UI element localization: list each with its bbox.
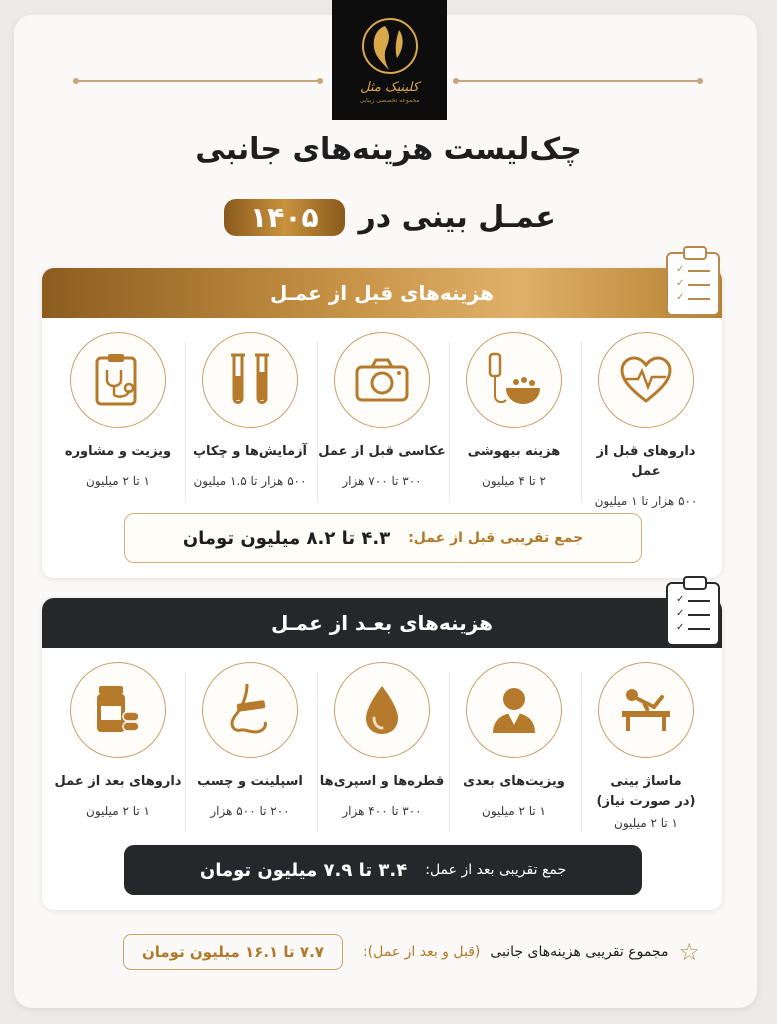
before-item — [580, 332, 712, 508]
item-subtitle: (در صورت نیاز) — [596, 794, 696, 809]
item-title: اسپلینت و چسب — [197, 774, 303, 789]
item-title: داروهای بعد از عمل — [54, 774, 182, 789]
after-item — [448, 662, 580, 830]
item-range: ۵۰۰ هزار تا ۱.۵ میلیون — [193, 474, 307, 488]
logo-name: کلینیک مثل — [360, 80, 419, 95]
before-item — [448, 332, 580, 508]
page-subtitle — [180, 193, 600, 241]
decorative-line-right — [456, 80, 700, 82]
item-range: ۱ تا ۲ میلیون — [86, 804, 150, 818]
item-range: ۲ تا ۴ میلیون — [482, 474, 546, 488]
item-range: ۵۰۰ هزار تا ۱ میلیون — [594, 494, 698, 508]
pill-bottle-icon — [70, 662, 166, 758]
after-item — [184, 662, 316, 830]
item-range: ۱ تا ۲ میلیون — [86, 474, 150, 488]
after-item — [580, 662, 712, 830]
before-total-box — [124, 513, 642, 563]
item-range: ۱ تا ۲ میلیون — [482, 804, 546, 818]
nose-splint-icon — [202, 662, 298, 758]
after-item — [316, 662, 448, 830]
item-range: ۲۰۰ تا ۵۰۰ هزار — [210, 804, 290, 818]
after-items — [42, 648, 722, 830]
after-item — [52, 662, 184, 830]
drop-icon — [334, 662, 430, 758]
after-section-header: هزینه‌های بعـد از عمـل — [42, 598, 722, 648]
after-total-value: ۳.۴ تا ۷.۹ میلیون تومان — [199, 859, 408, 881]
before-item — [184, 332, 316, 508]
item-title: ویزیت و مشاوره — [64, 444, 172, 459]
grand-total — [80, 930, 700, 974]
after-surgery-section — [42, 598, 722, 910]
before-items — [42, 318, 722, 508]
before-surgery-section — [42, 268, 722, 578]
heart-pulse-icon — [598, 332, 694, 428]
before-total-value: ۴.۳ تا ۸.۲ میلیون تومان — [182, 527, 391, 549]
item-title: عکاسی قبل از عمل — [318, 444, 446, 459]
logo-subtitle: مجموعه تخصصی زیبایی — [359, 97, 420, 104]
page-title: چک‌لیست هزینه‌های جانبی — [195, 132, 582, 167]
item-range: ۳۰۰ تا ۴۰۰ هزار — [342, 804, 422, 818]
item-range: ۱ تا ۲ میلیون — [614, 816, 678, 830]
item-title: ویزیت‌های بعدی — [463, 774, 565, 789]
checklist-clipboard-icon: ✓ ✓ ✓ — [666, 252, 720, 316]
item-range: ۳۰۰ تا ۷۰۰ هزار — [342, 474, 422, 488]
after-total-label: جمع تقریبی بعد از عمل: — [425, 862, 567, 878]
item-title: قطره‌ها و اسپری‌ها — [319, 774, 445, 789]
item-title: داروهای قبل از عمل — [596, 444, 696, 479]
grand-total-qualifier: (قبل و بعد از عمل): — [362, 944, 481, 960]
massage-bed-icon — [598, 662, 694, 758]
item-title: هزینه بیهوشی — [467, 444, 561, 459]
iv-drip-icon — [466, 332, 562, 428]
checklist-clipboard-icon: ✓ ✓ ✓ — [666, 582, 720, 646]
camera-icon — [334, 332, 430, 428]
before-total-label: جمع تقریبی قبل از عمل: — [408, 530, 584, 546]
item-title: ماساژ بینی — [610, 774, 682, 789]
stethoscope-clipboard-icon — [70, 332, 166, 428]
subtitle-text: عمـل بینی در — [358, 199, 556, 235]
clinic-logo — [332, 0, 447, 120]
grand-total-value: ۷.۷ تا ۱۶.۱ میلیون تومان — [123, 934, 343, 970]
after-total-box — [124, 845, 642, 895]
decorative-line-left — [76, 80, 320, 82]
doctor-person-icon — [466, 662, 562, 758]
before-item — [316, 332, 448, 508]
before-section-header: هزینه‌های قبل از عمـل — [42, 268, 722, 318]
grand-total-label: مجموع تقریبی هزینه‌های جانبی — [490, 944, 669, 960]
before-item — [52, 332, 184, 508]
year-badge: ۱۴۰۵ — [224, 199, 344, 236]
star-icon: ☆ — [678, 938, 700, 966]
item-title: آزمایش‌ها و چکاپ — [192, 444, 308, 459]
test-tubes-icon — [202, 332, 298, 428]
woman-face-logo-icon — [355, 16, 425, 78]
